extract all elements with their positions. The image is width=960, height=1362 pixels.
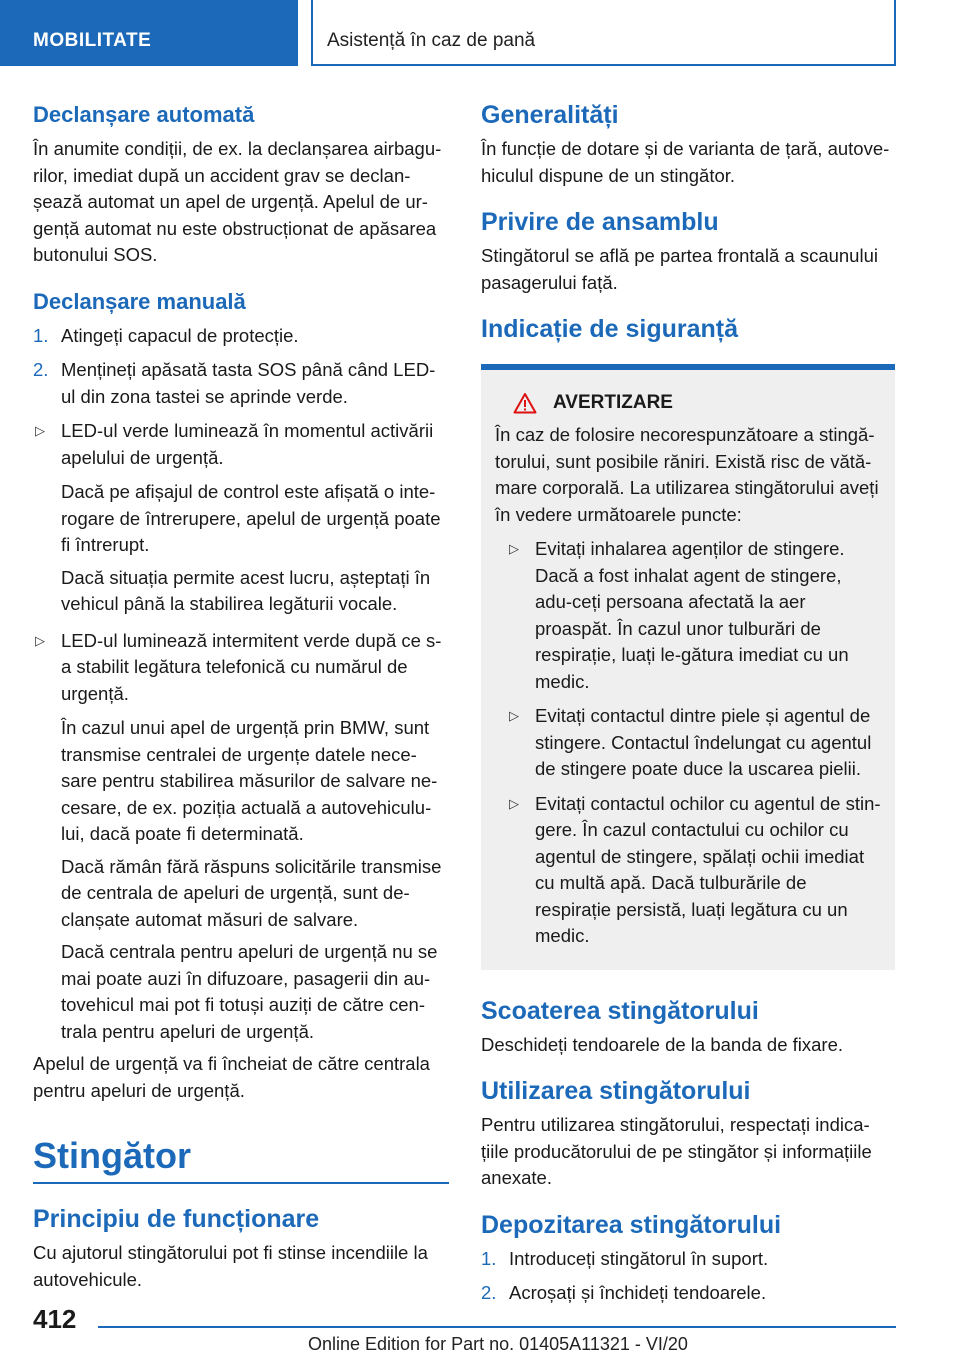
bullet-paragraph: Dacă rămân fără răspuns solicitările transmise de centrala de apeluri de urgență, sunt de-clanșate automat măsuri de salvare. (61, 855, 442, 930)
step-text: Acroșați și închideți tendoarele. (509, 1282, 767, 1303)
principle-heading: Principiu de funcționare (33, 1205, 320, 1233)
section-tab: MOBILITATE (0, 0, 298, 66)
overview-heading: Privire de ansamblu (481, 208, 719, 236)
warning-box (481, 364, 895, 970)
warning-item-text: Evitați contactul ochilor cu agentul de stin-gere. În cazul contactului cu ochilor cu agentul de stingere, spălați ochii imediat cu multă apă. Dacă tulburările de respirație persistă, luați legătura cu un medic. (535, 792, 881, 946)
warning-label: AVERTIZARE (553, 392, 673, 413)
manual-steps (33, 323, 449, 411)
use-text: Pentru utilizarea stingătorului, respectați indica-țiile producătorului de pe stingător și informațiile anexate. (481, 1114, 872, 1188)
step-text: Mențineți apăsată tasta SOS până când LED-ul din zona tastei se aprinde verde. (61, 359, 436, 407)
manual-trigger-heading: Declanșare manuală (33, 288, 246, 314)
safety-heading: Indicație de siguranță (481, 315, 739, 343)
step-number: 1. (33, 324, 49, 346)
list-item (33, 628, 449, 708)
warning-header (513, 392, 881, 414)
page-header (0, 0, 960, 66)
warning-text: În caz de folosire necorespunzătoare a stingă-torului, sunt posibile răniri. Există risc de vătă-mare corporală. La utilizarea stingătorului aveți în vedere următoarele puncte: (495, 424, 879, 525)
chapter-title: Asistență în caz de pană (311, 0, 896, 66)
use-heading: Utilizarea stingătorului (481, 1077, 751, 1105)
step-number: 2. (33, 359, 49, 380)
auto-trigger-text: În anumite condiții, de ex. la declanșarea airbagu-rilor, imediat după un accident grav se declan-șează automat un apel de urgență. Apelul de ur-gență automat nu este obstrucționat de apăsarea butonului SOS. (33, 138, 442, 265)
general-heading: Generalități (481, 101, 619, 129)
footer-divider (98, 1326, 896, 1328)
warning-item-text: Evitați contactul dintre piele și agentul de stingere. Contactul îndelungat cu agentul de stingere poate duce la uscarea pielii. (535, 705, 872, 779)
triangle-right-outline-icon: ▷ (35, 632, 45, 648)
right-column (481, 100, 895, 1315)
bullet-paragraph: Dacă situația permite acest lucru, așteptați în vehicul până la stabilirea legăturii vocale. (61, 566, 431, 614)
list-item (481, 1246, 895, 1273)
bullet-text: LED-ul luminează intermitent verde după ce s-a stabilit legătura telefonică cu numărul de urgență. (61, 629, 442, 704)
triangle-right-outline-icon: ▷ (35, 423, 45, 438)
triangle-right-outline-icon: ▷ (509, 795, 519, 811)
warning-triangle-icon (513, 392, 537, 414)
bullet-text: LED-ul verde luminează în momentul activării apelului de urgență. (61, 420, 434, 468)
auto-trigger-heading: Declanșare automată (33, 102, 255, 127)
extinguisher-heading: Stingător (33, 1135, 191, 1176)
warning-item-text: Evitați inhalarea agenților de stingere. Dacă a fost inhalat agent de stingere, adu-ceți persoana afectată la aer proaspăt. În cazul unor tulburări de respirație, luați le-gătura imediat cu un medic. (535, 538, 849, 692)
principle-text: Cu ajutorul stingătorului pot fi stinse incendiile la autovehicule. (33, 1242, 428, 1290)
general-text: În funcție de dotare și de varianta de țară, autove-hiculul dispune de un stingător. (481, 138, 890, 186)
page-number: 412 (33, 1304, 77, 1334)
step-text: Introduceți stingătorul în suport. (509, 1247, 769, 1269)
step-text: Atingeți capacul de protecție. (61, 324, 299, 346)
triangle-right-outline-icon: ▷ (509, 541, 519, 556)
extinguisher-section-header (33, 1134, 449, 1184)
list-item (495, 791, 881, 950)
triangle-right-outline-icon: ▷ (509, 708, 519, 723)
list-item (495, 536, 881, 695)
left-column (33, 100, 449, 1311)
list-item (33, 357, 449, 410)
store-heading: Depozitarea stingătorului (481, 1210, 782, 1239)
step-number: 1. (481, 1247, 497, 1269)
bullet-paragraph: Dacă centrala pentru apeluri de urgență nu se mai poate auzi în difuzoare, pasagerii din au-tovehicul mai pot fi totuși auziți de către cen-trala pentru apeluri de urgență. (61, 941, 438, 1042)
edition-link[interactable]: Online Edition for Part no. 01405A11321 - VI/20 (308, 1334, 688, 1354)
remove-heading: Scoaterea stingătorului (481, 996, 759, 1025)
closing-text: Apelul de urgență va fi încheiat de către centrala pentru apeluri de urgență. (33, 1053, 430, 1101)
step-number: 2. (481, 1282, 497, 1303)
page-footer (0, 1296, 960, 1362)
list-item (33, 323, 449, 350)
remove-text: Deschideți tendoarele de la banda de fixare. (481, 1033, 844, 1055)
bullet-paragraph: În cazul unui apel de urgență prin BMW, sunt transmise centralei de urgențe datele nece-sare pentru stabilirea măsurilor de salvare ne-cesare, de ex. poziția actuală a autovehiculu-lui, dacă poate fi determinată. (61, 717, 438, 844)
overview-text: Stingătorul se află pe partea frontală a scaunului pasagerului față. (481, 245, 878, 293)
list-item (33, 418, 449, 471)
bullet-paragraph: Dacă pe afișajul de control este afișată o inte-rogare de întrerupere, apelul de urgență poate fi întrerupt. (61, 481, 441, 555)
list-item (495, 703, 881, 783)
